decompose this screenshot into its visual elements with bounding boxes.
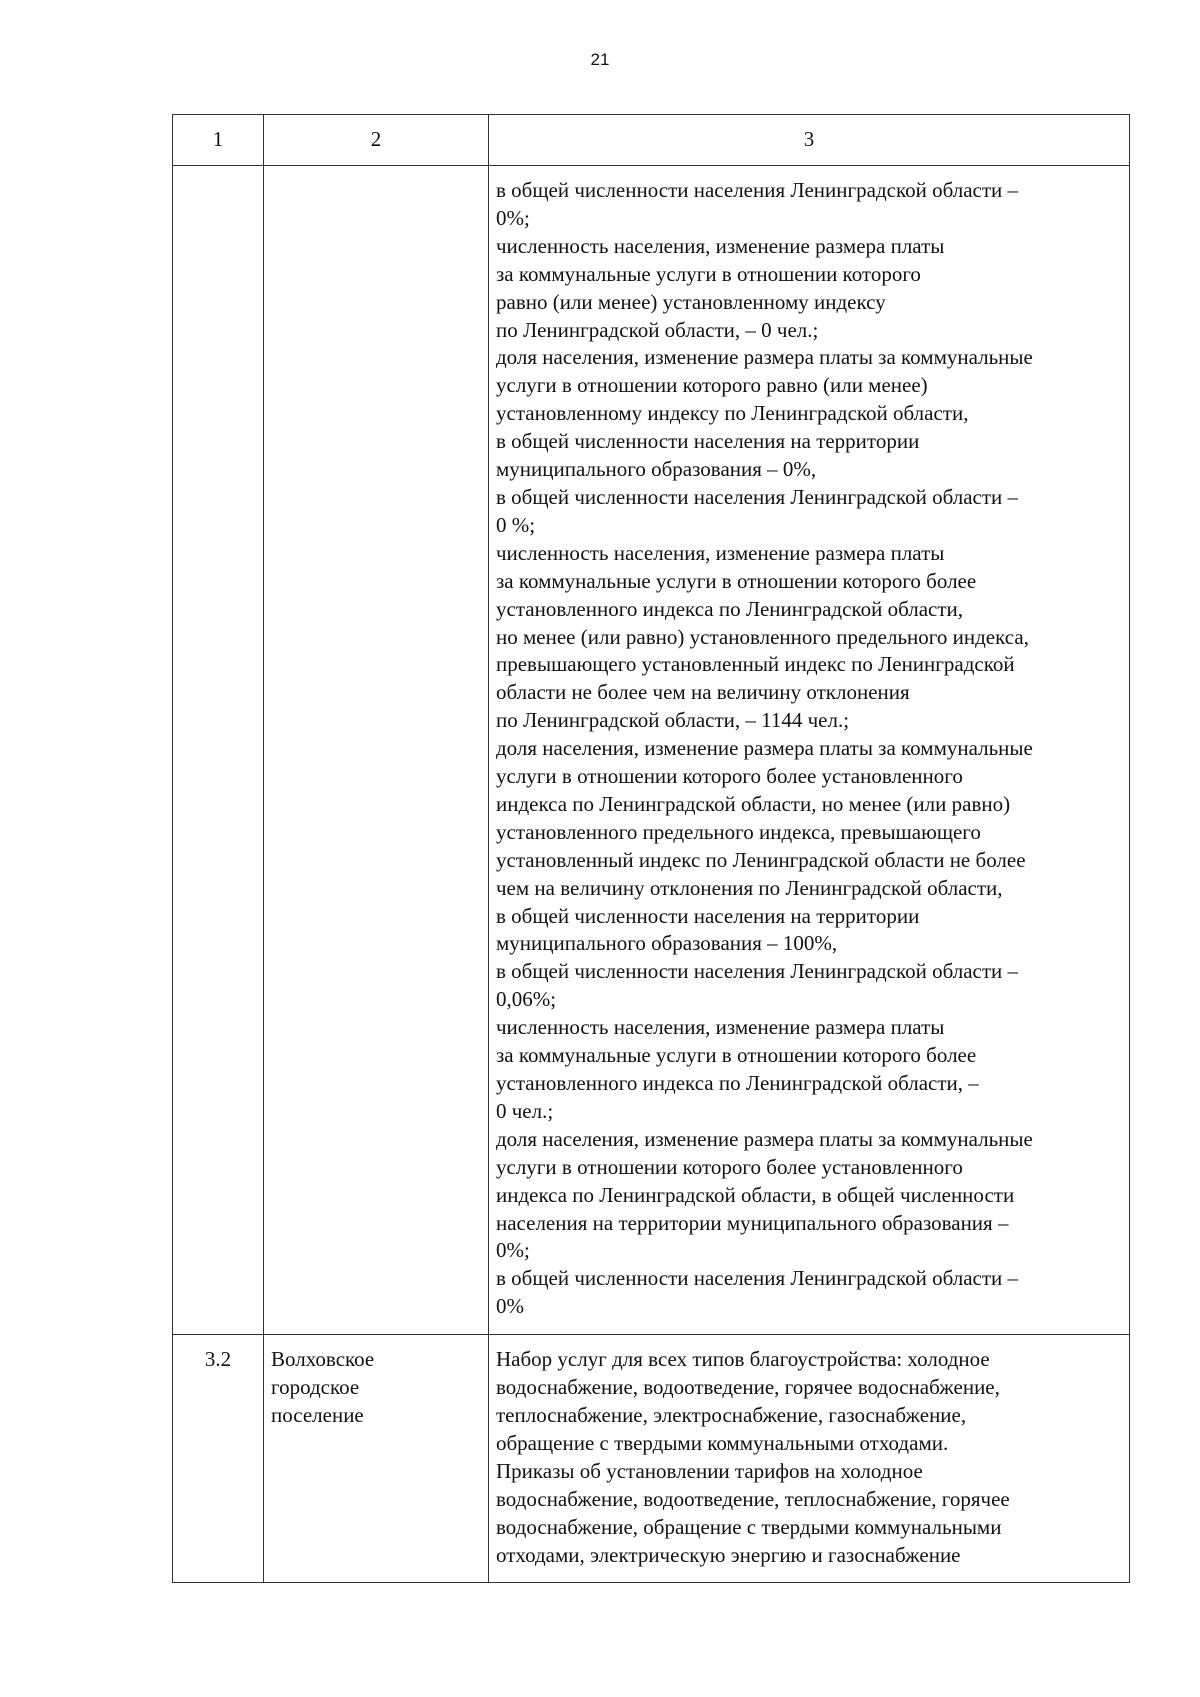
- municipality-name: [264, 166, 488, 177]
- description-text: Набор услуг для всех типов благоустройства: холодное водоснабжение, водоотведение, горячее водоснабжение, теплоснабжение, электроснабжение, газоснабжение, обращение с твердыми коммунальными отходами. Приказы об установлении тарифов на холодное водоснабжение, водоотведение, теплоснабжение, горячее водоснабжение, обращение с твердыми коммунальными отходами, электрическую энергию и газоснабжение: [496, 1347, 1010, 1567]
- municipality-name-cell: [264, 166, 489, 1335]
- description-cell: [489, 1335, 1130, 1583]
- table-header-row: [173, 115, 1130, 166]
- row-number-cell: [173, 166, 264, 1335]
- data-table: [172, 114, 1130, 1583]
- municipality-name: Волховское городское поселение: [271, 1347, 375, 1427]
- row-number-cell: [173, 1335, 264, 1583]
- row-number: [173, 166, 263, 177]
- column-header-3: 3: [489, 115, 1130, 166]
- row-number: 3.2: [204, 1347, 232, 1372]
- description-cell: [489, 166, 1130, 1335]
- page-number: 21: [590, 50, 610, 69]
- municipality-name-cell: [264, 1335, 489, 1583]
- column-header-2: 2: [264, 115, 489, 166]
- description-text: в общей численности населения Ленинградской области – 0%; численность населения, изменение размера платы за коммунальные услуги в отношении которого равно (или менее) установленному индексу по Ленинградской области, – 0 чел.; доля населения, изменение размера платы за коммунальные услуги в отношении которого равно (или менее) установленному индексу по Ленинградской области, в общей численности населения на территории муниципального образования – 0%, в общей численности населения Ленинградской области – 0 %; численность населения, изменение размера платы за коммунальные услуги в отношении которого более установленного индекса по Ленинградской области, но менее (или равно) установленного предельного индекса, превышающего установленный индекс по Ленинградской области не более чем на величину отклонения по Ленинградской области, – 1144 чел.; доля населения, изменение размера платы за коммунальные услуги в отношении которого более установленного индекса по Ленинградской области, но менее (или равно) установленного предельного индекса, превышающего установленный индекс по Ленинградской области не более чем на величину отклонения по Ленинградской области, в общей численности населения на территории муниципального образования – 100%, в общей численности населения Ленинградской области – 0,06%; численность населения, изменение размера платы за коммунальные услуги в отношении которого более установленного индекса по Ленинградской области, – 0 чел.; доля населения, изменение размера платы за коммунальные услуги в отношении которого более установленного индекса по Ленинградской области, в общей численности населения на территории муниципального образования – 0%; в общей численности населения Ленинградской области – 0%: [496, 178, 1033, 1319]
- table-row: [173, 1335, 1130, 1583]
- table-row: [173, 166, 1130, 1335]
- column-header-1: 1: [173, 115, 264, 166]
